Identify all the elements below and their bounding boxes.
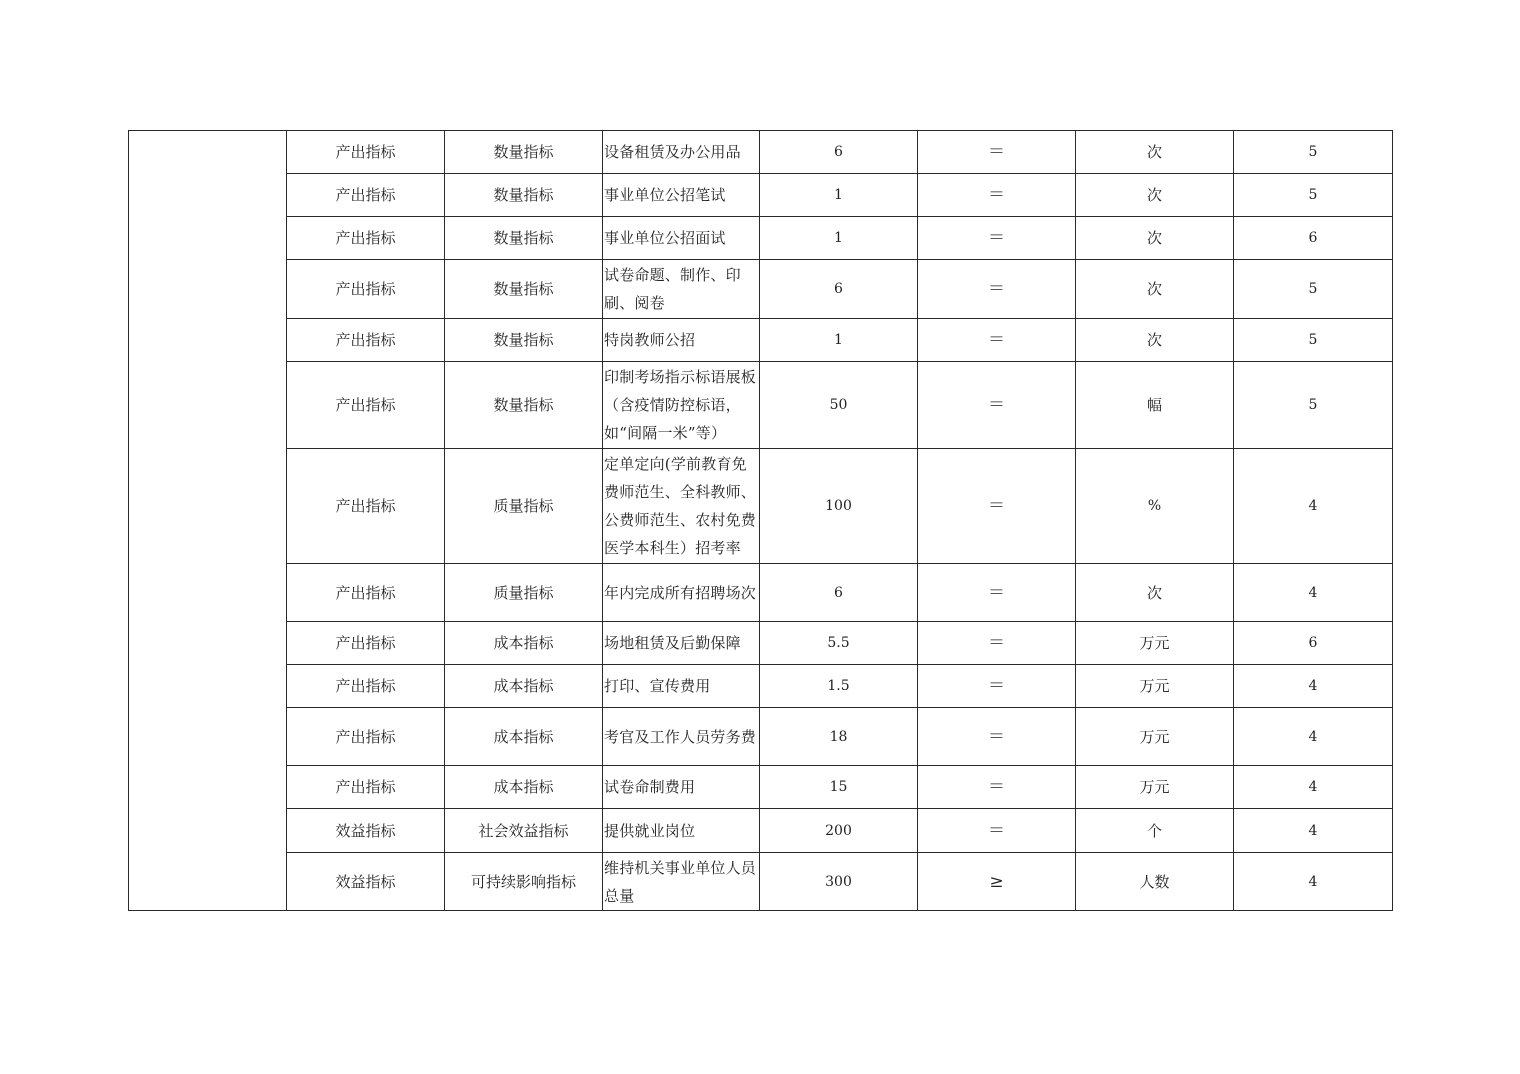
level1-indicator-cell: 产出指标 bbox=[287, 174, 445, 217]
target-value-cell: 200 bbox=[760, 809, 918, 853]
operator-cell: ＝ bbox=[918, 131, 1076, 174]
unit-cell: % bbox=[1076, 449, 1234, 564]
table-row bbox=[129, 853, 1393, 911]
target-value-cell: 15 bbox=[760, 766, 918, 809]
operator-cell: ≥ bbox=[918, 853, 1076, 911]
level2-indicator-cell: 质量指标 bbox=[445, 564, 603, 622]
operator-cell: ＝ bbox=[918, 564, 1076, 622]
level1-indicator-cell: 产出指标 bbox=[287, 766, 445, 809]
level2-indicator-cell: 数量指标 bbox=[445, 131, 603, 174]
table-row bbox=[129, 217, 1393, 260]
indicator-name-cell: 打印、宣传费用 bbox=[603, 665, 760, 708]
unit-cell: 万元 bbox=[1076, 665, 1234, 708]
level1-indicator-cell: 效益指标 bbox=[287, 853, 445, 911]
table-row bbox=[129, 449, 1393, 564]
score-cell: 4 bbox=[1234, 564, 1393, 622]
level1-indicator-cell: 产出指标 bbox=[287, 449, 445, 564]
target-value-cell: 6 bbox=[760, 131, 918, 174]
indicator-name-cell: 试卷命制费用 bbox=[603, 766, 760, 809]
target-value-cell: 6 bbox=[760, 564, 918, 622]
indicator-name-cell: 印制考场指示标语展板（含疫情防控标语，如“间隔一米”等） bbox=[603, 362, 760, 449]
level2-indicator-cell: 成本指标 bbox=[445, 665, 603, 708]
level1-indicator-cell: 效益指标 bbox=[287, 809, 445, 853]
operator-cell: ＝ bbox=[918, 217, 1076, 260]
level1-indicator-cell: 产出指标 bbox=[287, 362, 445, 449]
table-row bbox=[129, 766, 1393, 809]
table-row bbox=[129, 131, 1393, 174]
level2-indicator-cell: 成本指标 bbox=[445, 622, 603, 665]
score-cell: 4 bbox=[1234, 708, 1393, 766]
score-cell: 6 bbox=[1234, 217, 1393, 260]
operator-cell: ＝ bbox=[918, 766, 1076, 809]
target-value-cell: 18 bbox=[760, 708, 918, 766]
level1-indicator-cell: 产出指标 bbox=[287, 665, 445, 708]
level2-indicator-cell: 数量指标 bbox=[445, 174, 603, 217]
table-row bbox=[129, 622, 1393, 665]
table-row bbox=[129, 319, 1393, 362]
target-value-cell: 1 bbox=[760, 319, 918, 362]
indicator-name-cell: 设备租赁及办公用品 bbox=[603, 131, 760, 174]
indicator-name-cell: 事业单位公招面试 bbox=[603, 217, 760, 260]
unit-cell: 次 bbox=[1076, 564, 1234, 622]
unit-cell: 万元 bbox=[1076, 622, 1234, 665]
level1-indicator-cell: 产出指标 bbox=[287, 564, 445, 622]
target-value-cell: 1 bbox=[760, 174, 918, 217]
level2-indicator-cell: 数量指标 bbox=[445, 362, 603, 449]
merged-category-cell bbox=[129, 131, 287, 911]
performance-indicator-table bbox=[128, 130, 1393, 911]
score-cell: 4 bbox=[1234, 449, 1393, 564]
unit-cell: 万元 bbox=[1076, 708, 1234, 766]
score-cell: 5 bbox=[1234, 260, 1393, 319]
level2-indicator-cell: 社会效益指标 bbox=[445, 809, 603, 853]
operator-cell: ＝ bbox=[918, 319, 1076, 362]
unit-cell: 人数 bbox=[1076, 853, 1234, 911]
score-cell: 4 bbox=[1234, 809, 1393, 853]
operator-cell: ＝ bbox=[918, 622, 1076, 665]
indicator-name-cell: 考官及工作人员劳务费 bbox=[603, 708, 760, 766]
level2-indicator-cell: 成本指标 bbox=[445, 708, 603, 766]
level2-indicator-cell: 数量指标 bbox=[445, 260, 603, 319]
target-value-cell: 50 bbox=[760, 362, 918, 449]
level2-indicator-cell: 可持续影响指标 bbox=[445, 853, 603, 911]
target-value-cell: 1.5 bbox=[760, 665, 918, 708]
target-value-cell: 6 bbox=[760, 260, 918, 319]
level2-indicator-cell: 质量指标 bbox=[445, 449, 603, 564]
indicator-name-cell: 事业单位公招笔试 bbox=[603, 174, 760, 217]
table-row bbox=[129, 174, 1393, 217]
table-row bbox=[129, 564, 1393, 622]
score-cell: 5 bbox=[1234, 131, 1393, 174]
score-cell: 5 bbox=[1234, 174, 1393, 217]
target-value-cell: 1 bbox=[760, 217, 918, 260]
operator-cell: ＝ bbox=[918, 260, 1076, 319]
level2-indicator-cell: 成本指标 bbox=[445, 766, 603, 809]
unit-cell: 万元 bbox=[1076, 766, 1234, 809]
indicator-name-cell: 年内完成所有招聘场次 bbox=[603, 564, 760, 622]
score-cell: 5 bbox=[1234, 319, 1393, 362]
table-row bbox=[129, 708, 1393, 766]
unit-cell: 次 bbox=[1076, 174, 1234, 217]
operator-cell: ＝ bbox=[918, 809, 1076, 853]
operator-cell: ＝ bbox=[918, 174, 1076, 217]
indicator-name-cell: 场地租赁及后勤保障 bbox=[603, 622, 760, 665]
level1-indicator-cell: 产出指标 bbox=[287, 217, 445, 260]
level2-indicator-cell: 数量指标 bbox=[445, 319, 603, 362]
target-value-cell: 300 bbox=[760, 853, 918, 911]
indicator-name-cell: 特岗教师公招 bbox=[603, 319, 760, 362]
indicator-name-cell: 试卷命题、制作、印刷、阅卷 bbox=[603, 260, 760, 319]
level1-indicator-cell: 产出指标 bbox=[287, 622, 445, 665]
level1-indicator-cell: 产出指标 bbox=[287, 260, 445, 319]
operator-cell: ＝ bbox=[918, 362, 1076, 449]
table-row bbox=[129, 260, 1393, 319]
unit-cell: 次 bbox=[1076, 217, 1234, 260]
table-row bbox=[129, 362, 1393, 449]
unit-cell: 次 bbox=[1076, 131, 1234, 174]
unit-cell: 幅 bbox=[1076, 362, 1234, 449]
operator-cell: ＝ bbox=[918, 708, 1076, 766]
indicator-name-cell: 维持机关事业单位人员总量 bbox=[603, 853, 760, 911]
score-cell: 4 bbox=[1234, 853, 1393, 911]
unit-cell: 个 bbox=[1076, 809, 1234, 853]
target-value-cell: 100 bbox=[760, 449, 918, 564]
table-row bbox=[129, 665, 1393, 708]
operator-cell: ＝ bbox=[918, 449, 1076, 564]
level1-indicator-cell: 产出指标 bbox=[287, 708, 445, 766]
table-row bbox=[129, 809, 1393, 853]
operator-cell: ＝ bbox=[918, 665, 1076, 708]
indicator-name-cell: 定单定向(学前教育免费师范生、全科教师、公费师范生、农村免费医学本科生）招考率 bbox=[603, 449, 760, 564]
level2-indicator-cell: 数量指标 bbox=[445, 217, 603, 260]
score-cell: 4 bbox=[1234, 766, 1393, 809]
indicator-name-cell: 提供就业岗位 bbox=[603, 809, 760, 853]
score-cell: 6 bbox=[1234, 622, 1393, 665]
target-value-cell: 5.5 bbox=[760, 622, 918, 665]
unit-cell: 次 bbox=[1076, 260, 1234, 319]
level1-indicator-cell: 产出指标 bbox=[287, 319, 445, 362]
level1-indicator-cell: 产出指标 bbox=[287, 131, 445, 174]
score-cell: 4 bbox=[1234, 665, 1393, 708]
score-cell: 5 bbox=[1234, 362, 1393, 449]
unit-cell: 次 bbox=[1076, 319, 1234, 362]
